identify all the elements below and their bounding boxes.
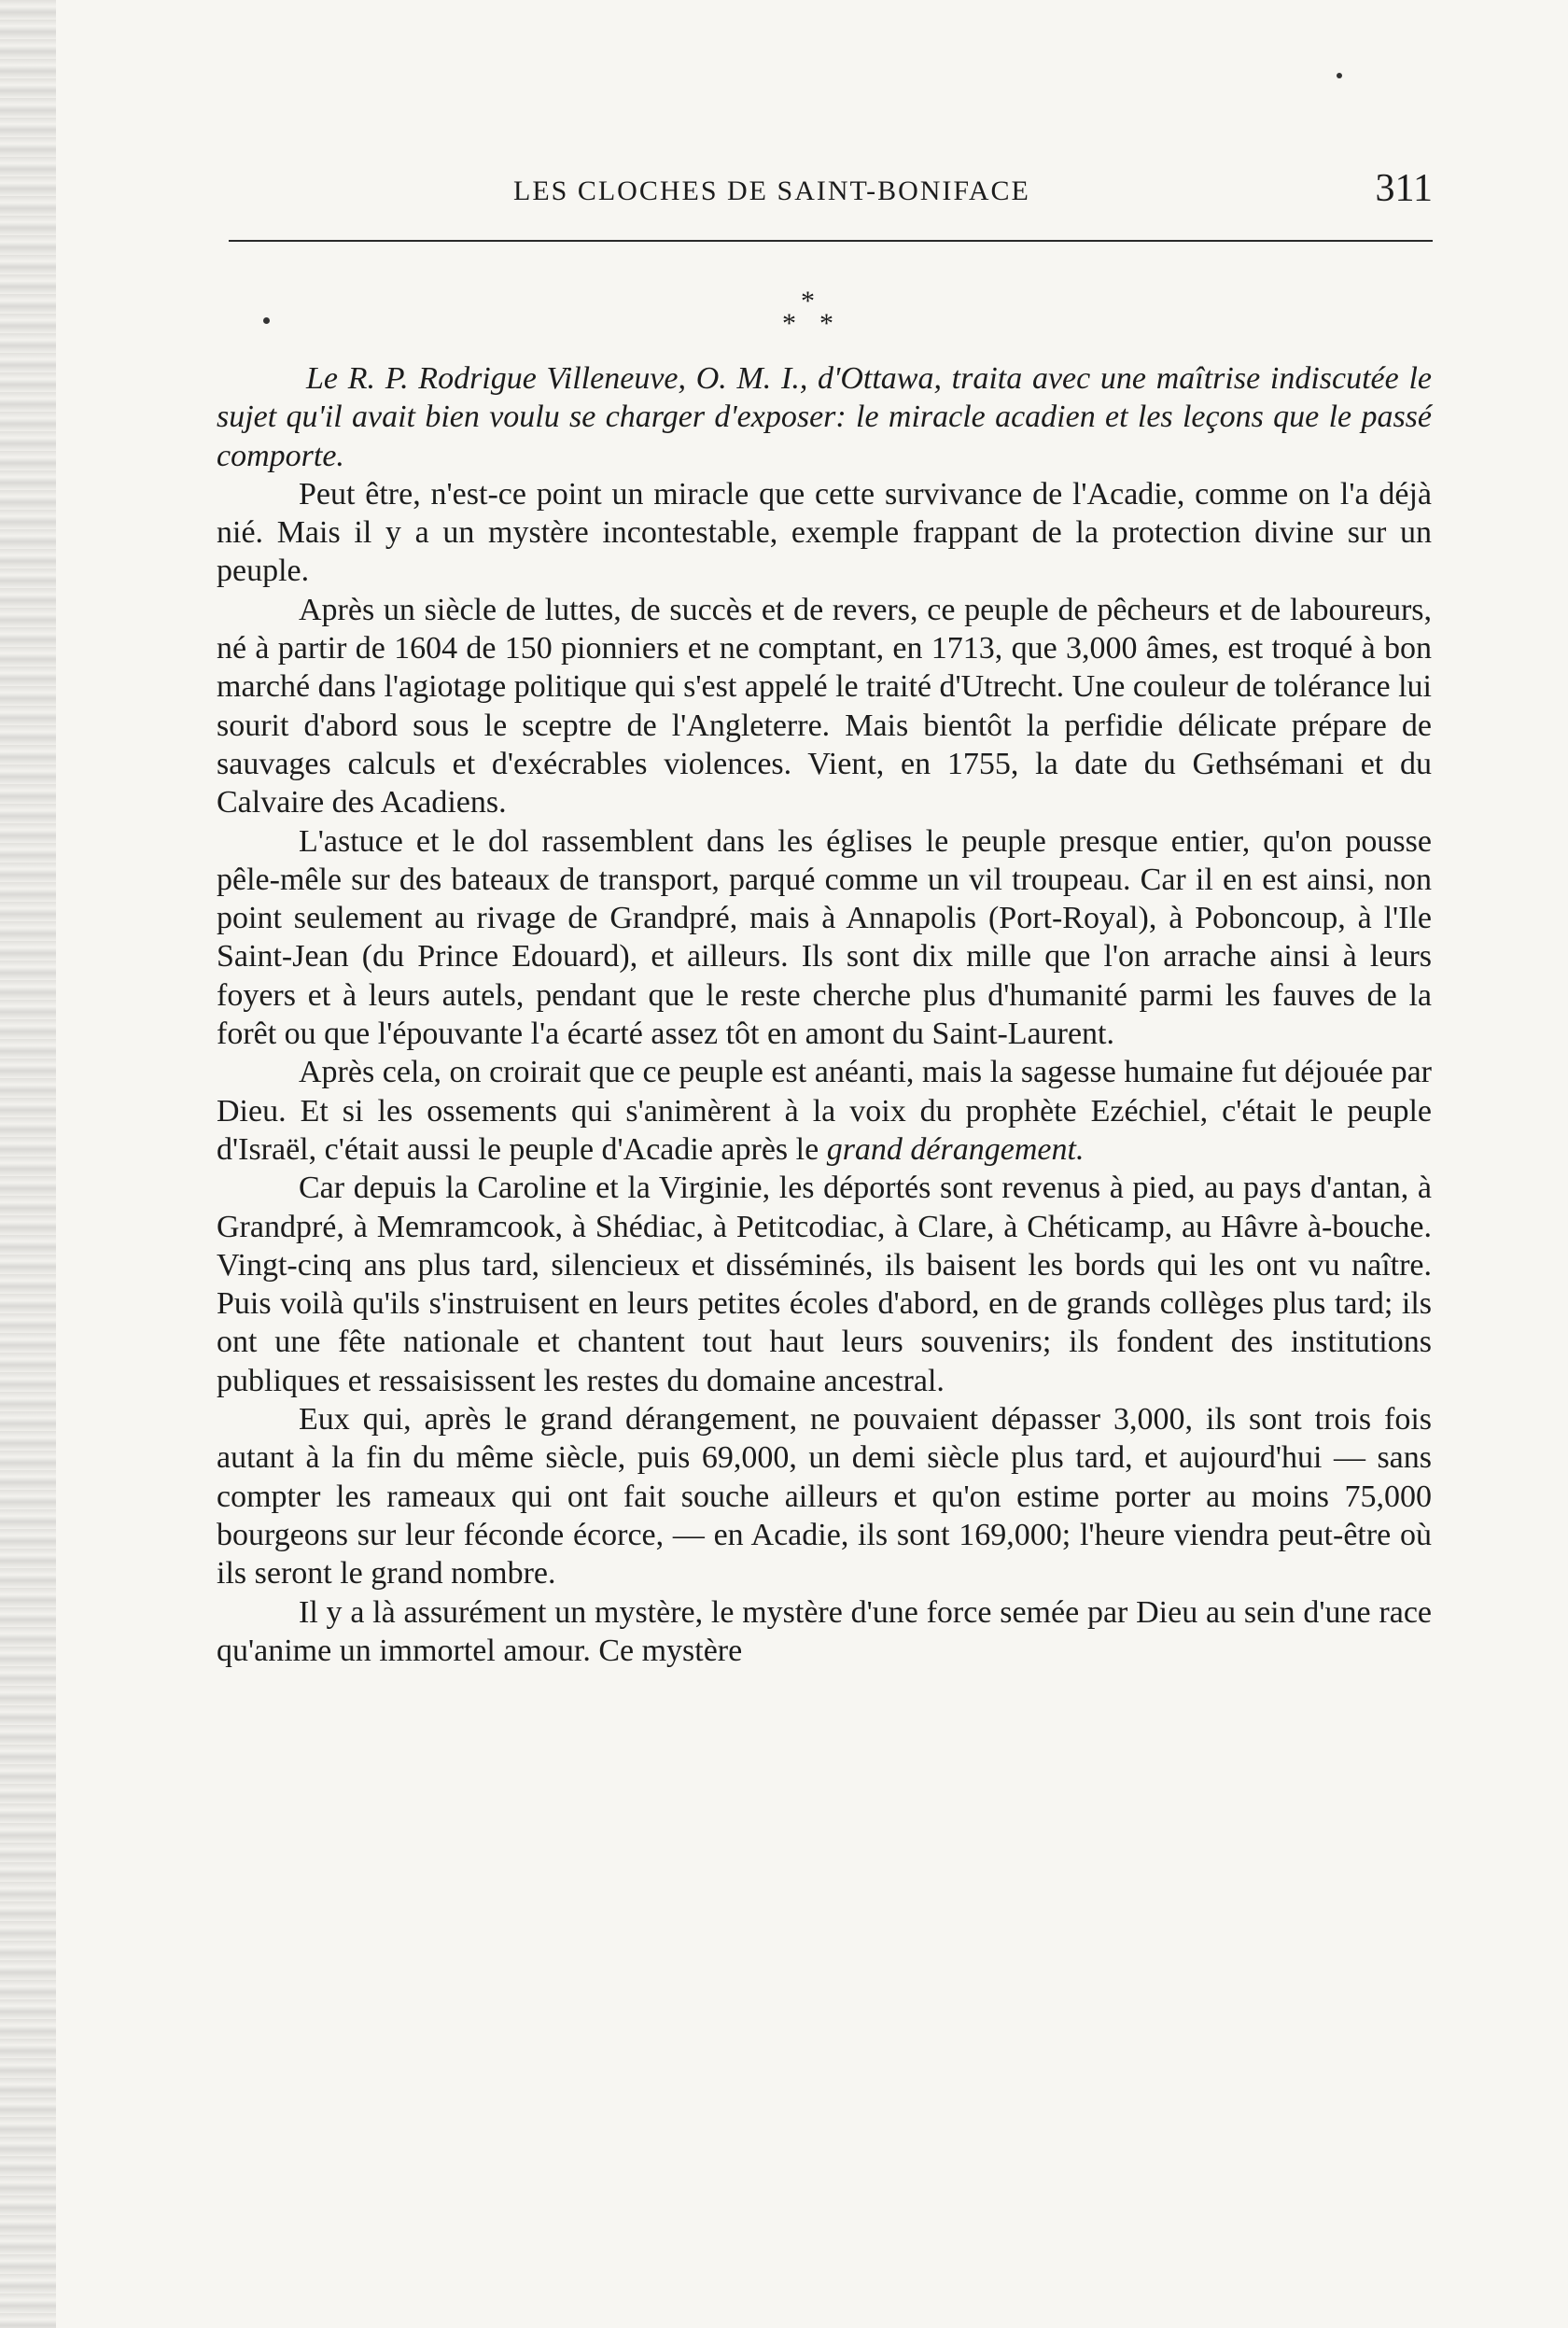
running-title: LES CLOCHES DE SAINT-BONIFACE: [513, 175, 1030, 206]
scan-speck: [1337, 73, 1342, 78]
asterisk-glyph: *: [801, 286, 815, 316]
paragraph: Peut être, n'est-ce point un miracle que cette survivance de l'Acadie, comme on l'a déjà nié. Mais il y a un mystère incontestable, exemple frappant de la protection divine sur un peuple.: [217, 476, 1432, 589]
paragraph: L'astuce et le dol rassemblent dans les églises le peuple presque entier, qu'on pousse pêle-mêle sur des bateaux de transport, parqué comme un vil troupeau. Car il en est ainsi, non point seulement au rivage de Grandpré, mais à Annapolis (Port-Royal), à Poboncoup, à l'Ile Saint-Jean (du Prince Edouard), et ailleurs. Ils sont dix mille que l'on arrache ainsi à leurs foyers et à leurs autels, pendant que le reste cherche plus d'humanité parmi les fauves de la forêt ou que l'épouvante l'a écarté assez tôt en amont du Saint-Laurent.: [217, 823, 1432, 1052]
page-number: 311: [1375, 167, 1433, 210]
paragraph: Eux qui, après le grand dérangement, ne pouvaient dépasser 3,000, ils sont trois fois autant à la fin du même siècle, puis 69,000, un demi siècle plus tard, et aujourd'hui — sans compter les rameaux qui ont fait souche ailleurs et qu'on estime porter au moins 75,000 bourgeons sur leur féconde écorce, — en Acadie, ils sont 169,000; l'heure viendra peut-être où ils seront le grand nombre.: [217, 1402, 1432, 1592]
paragraph: Il y a là assurément un mystère, le mystère d'une force semée par Dieu au sein d'une race qu'anime un immortel amour. Ce mystère: [217, 1594, 1432, 1668]
scan-speck: [263, 317, 270, 324]
paragraph: Après un siècle de luttes, de succès et de revers, ce peuple de pêcheurs et de laboureurs, né à partir de 1604 de 150 pionniers et ne comptant, en 1713, que 3,000 âmes, est troqué à bon marché dans l'agiotage politique qui s'est appelé le traité d'Utrecht. Une couleur de tolérance lui sourit d'abord sous le sceptre de l'Angleterre. Mais bientôt la perfidie délicate prépare de sauvages calculs et d'exécrables violences. Vient, en 1755, la date du Gethsémani et du Calvaire des Acadiens.: [217, 592, 1432, 820]
italic-phrase: grand dérangement.: [826, 1131, 1085, 1167]
asterisk-glyph: *: [819, 308, 833, 339]
asterisk-glyph: *: [782, 308, 796, 339]
paragraph: Car depuis la Caroline et la Virginie, les déportés sont revenus à pied, au pays d'antan, à Grandpré, à Memramcook, à Shédiac, à Petitcodiac, à Clare, à Chéticamp, au Hâvre à-bouche. Vingt-cinq ans plus tard, silencieux et disséminés, ils baisent les bords qui les ont vu naître. Puis voilà qu'ils s'instruisent en leurs petites écoles d'abord, en de grands collèges plus tard; ils ont une fête nationale et chantent tout haut leurs souvenirs; ils fondent des institutions publiques et ressaisissent les restes du domaine ancestral.: [217, 1171, 1432, 1398]
paragraph: [217, 1053, 1432, 1169]
header-rule: [229, 240, 1433, 242]
asterism-separator: [782, 287, 838, 344]
running-head: [229, 166, 1433, 222]
intro-paragraph: Le R. P. Rodrigue Villeneuve, O. M. I., d'Ottawa, traita avec une maîtrise indiscutée le sujet qu'il avait bien voulu se charger d'exposer: le miracle acadien et les leçons que le passé comporte.: [217, 361, 1432, 473]
scan-shadow-edge: [0, 0, 56, 2328]
paragraph-text: Après cela, on croirait que ce peuple est anéanti, mais la sagesse humaine fut déjouée par Dieu. Et si les ossements qui s'animèrent à la voix du prophète Ezéchiel, c'était le peuple d'Israël, c'était aussi le peuple d'Acadie après le: [217, 1055, 1432, 1167]
body-text: [217, 359, 1432, 1670]
